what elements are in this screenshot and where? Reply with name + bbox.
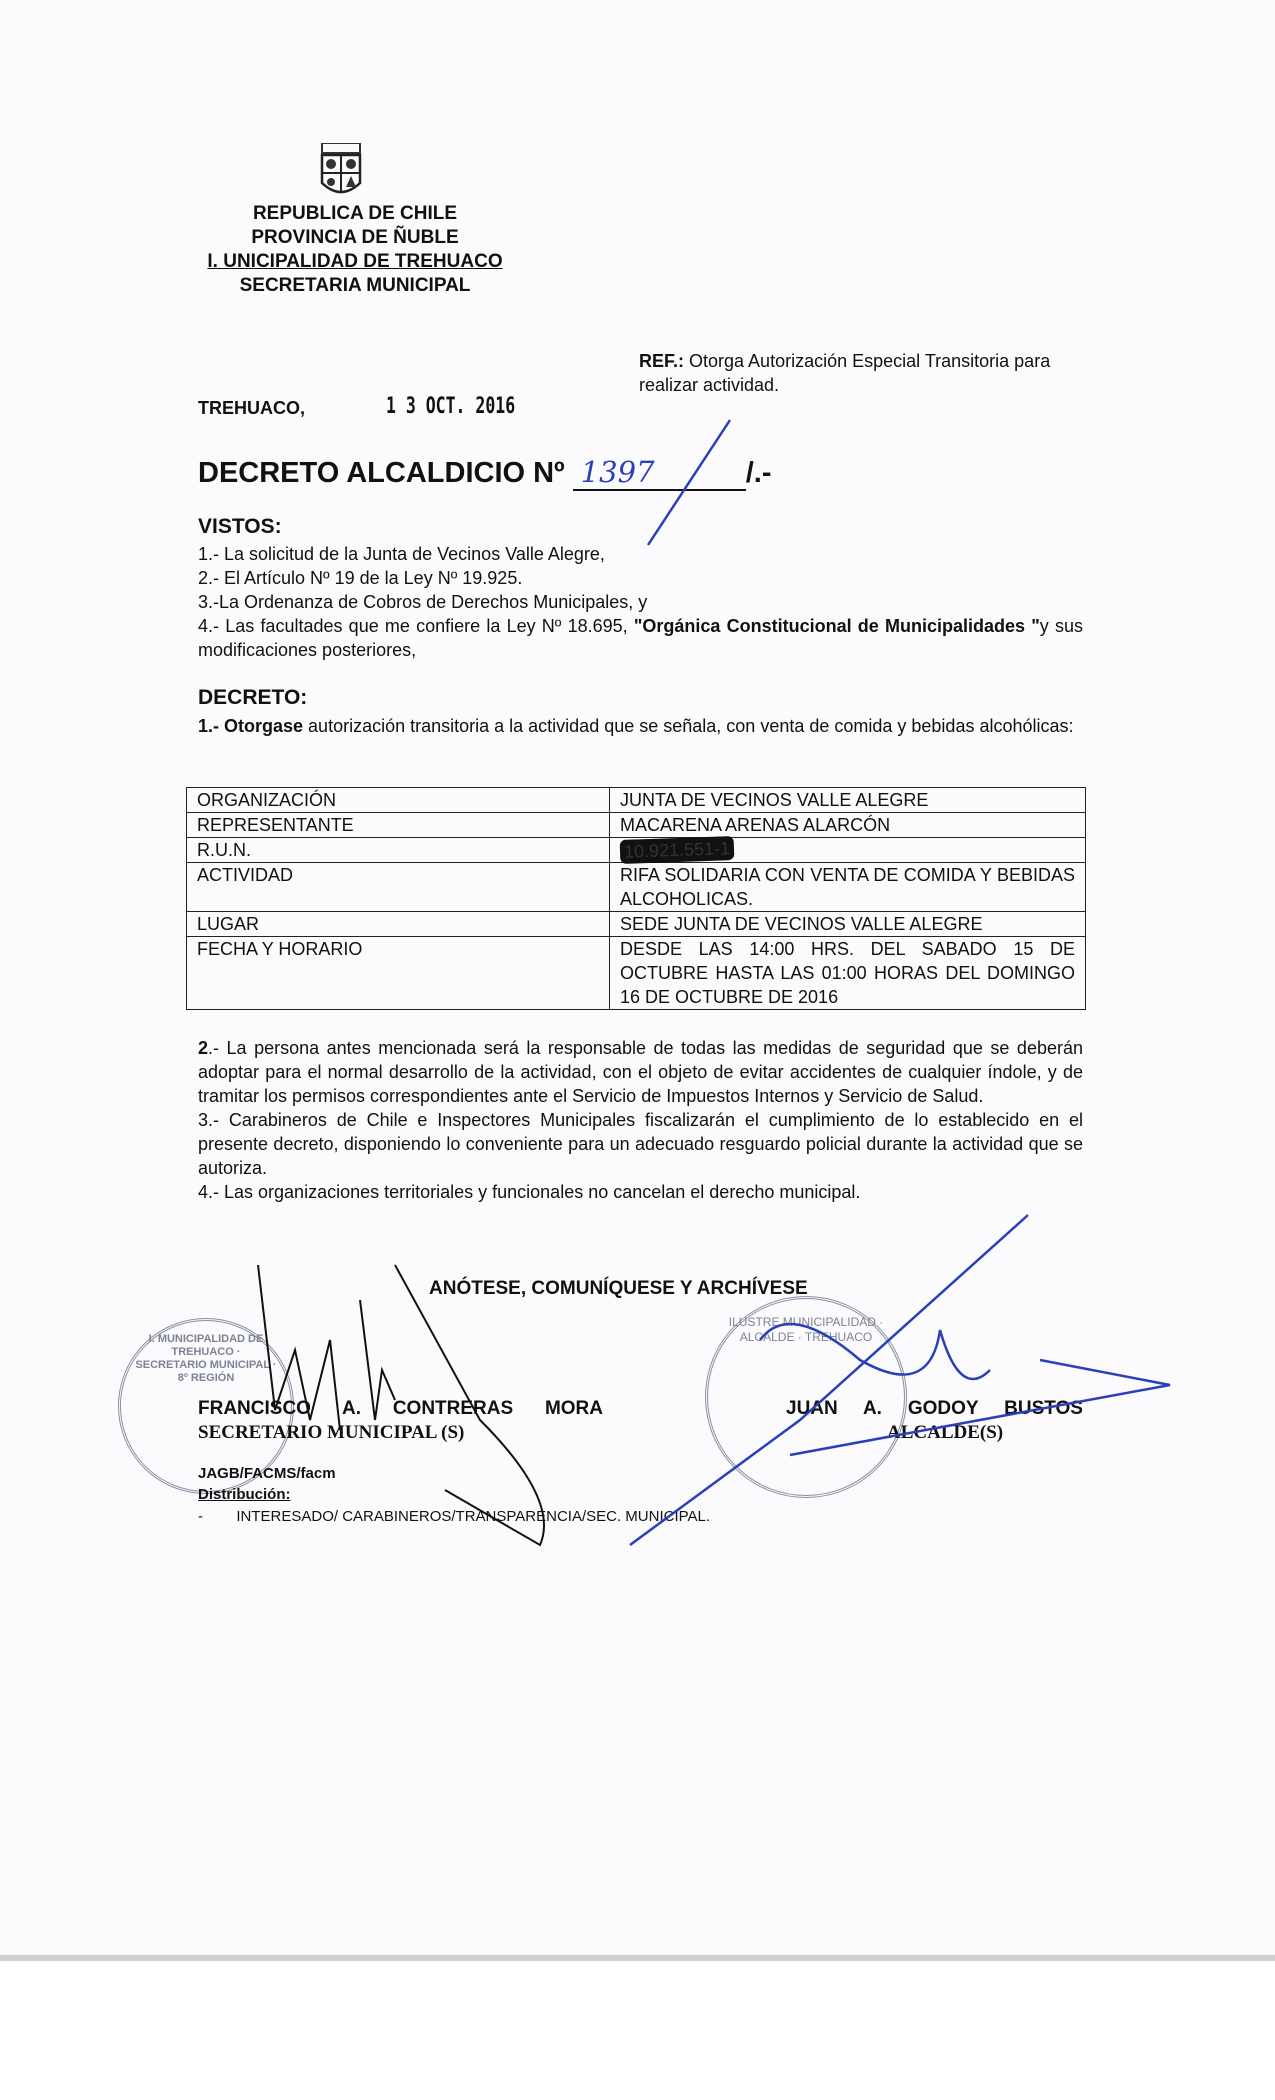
paragraph bbox=[198, 1180, 1083, 1204]
letterhead-line: I. UNICIPALIDAD DE TREHUACO bbox=[207, 251, 503, 272]
ref-text: Otorga Autorización Especial Transitoria para realizar actividad. bbox=[639, 351, 1051, 395]
distribution-item: - INTERESADO/ CARABINEROS/TRANSPARENCIA/SEC. MUNICIPAL. bbox=[198, 1508, 711, 1525]
table-key: ACTIVIDAD bbox=[187, 863, 610, 912]
vistos-item: 3.-La Ordenanza de Cobros de Derechos Municipales, y bbox=[198, 592, 648, 612]
activity-table bbox=[186, 787, 1086, 1010]
ref-label: REF.: bbox=[639, 351, 684, 371]
letterhead-line: REPUBLICA DE CHILE bbox=[252, 203, 458, 224]
table-row bbox=[187, 788, 1086, 813]
signatory-name: FRANCISCO A. CONTRERAS MORA bbox=[198, 1398, 603, 1419]
secretary-stamp-text: I. MUNICIPALIDAD DE TREHUACO · SECRETARIO MUNICIPAL · 8º REGIÓN bbox=[135, 1333, 277, 1384]
mayor-stamp-text: ILUSTRE MUNICIPALIDAD · ALCALDE · TREHUACO bbox=[728, 1315, 884, 1344]
decree-number: 1397 bbox=[573, 455, 746, 491]
paragraph-text: .- La persona antes mencionada será la responsable de todas las medidas de seguridad que se deberán adoptar para el normal desarrollo de la actividad, con el objeto de evitar accidentes de cualquier índole, y de tramitar los permisos correspondientes ante el Servicio de Impuestos Internos y Servicio de Salud. bbox=[198, 1038, 1083, 1106]
distribution-text: INTERESADO/ CARABINEROS/TRANSPARENCIA/SEC. MUNICIPAL. bbox=[236, 1508, 711, 1525]
paragraph-number: 4 bbox=[198, 1182, 209, 1202]
date-stamp: 1 3 OCT. 2016 bbox=[386, 394, 516, 419]
decree-title-prefix: DECRETO ALCALDICIO Nº bbox=[198, 457, 565, 489]
table-row bbox=[187, 937, 1086, 1010]
letterhead-line: SECRETARIA MUNICIPAL bbox=[239, 275, 471, 296]
paragraph-text: .- Carabineros de Chile e Inspectores Municipales fiscalizarán el cumplimiento de lo establecido en el presente decreto, disponiendo lo conveniente para un adecuado resguardo policial durante la actividad que se autoriza. bbox=[198, 1110, 1083, 1178]
decreto-item-1 bbox=[198, 714, 1083, 738]
decreto-item-1-text: autorización transitoria a la actividad que se señala, con venta de comida y bebidas alcohólicas: bbox=[308, 716, 1074, 736]
decreto-heading: DECRETO: bbox=[198, 686, 308, 709]
table-value: DESDE LAS 14:00 HRS. DEL SABADO 15 DE OCTUBRE HASTA LAS 01:00 HORAS DEL DOMINGO 16 DE OCTUBRE DE 2016 bbox=[610, 937, 1086, 1010]
signatory-role: SECRETARIO MUNICIPAL (S) bbox=[198, 1422, 465, 1443]
vistos-item-text: 4.- Las facultades que me confiere la Ley Nº 18.695, bbox=[198, 616, 628, 636]
decreto-item-1-bold: 1.- Otorgase bbox=[198, 716, 304, 736]
decree-title-suffix: /.- bbox=[745, 457, 772, 489]
signatory-name: JUAN A. GODOY BUSTOS bbox=[786, 1398, 1083, 1419]
table-key: ORGANIZACIÓN bbox=[187, 788, 610, 813]
table-key: R.U.N. bbox=[187, 838, 610, 863]
closing-formula: ANÓTESE, COMUNÍQUESE Y ARCHÍVESE bbox=[429, 1278, 808, 1299]
decree-title bbox=[198, 455, 772, 491]
table-key: LUGAR bbox=[187, 912, 610, 937]
paragraphs bbox=[198, 1036, 1083, 1204]
signatory-role: ALCALDE(S) bbox=[887, 1422, 1004, 1443]
reference bbox=[639, 349, 1079, 397]
paragraph bbox=[198, 1108, 1083, 1180]
table-value: RIFA SOLIDARIA CON VENTA DE COMIDA Y BEBIDAS ALCOHOLICAS. bbox=[610, 863, 1086, 912]
table-row bbox=[187, 838, 1086, 863]
vistos-item: 2.- El Artículo Nº 19 de la Ley Nº 19.925. bbox=[198, 568, 523, 588]
distribution-label: Distribución: bbox=[198, 1486, 291, 1503]
vistos-list bbox=[198, 542, 1083, 662]
table-row bbox=[187, 813, 1086, 838]
table-value: JUNTA DE VECINOS VALLE ALEGRE bbox=[610, 788, 1086, 813]
letterhead bbox=[190, 202, 520, 298]
paragraph-number: 2 bbox=[198, 1038, 209, 1058]
table-row bbox=[187, 912, 1086, 937]
table-key: REPRESENTANTE bbox=[187, 813, 610, 838]
paragraph bbox=[198, 1036, 1083, 1108]
redacted-run: 10.921.551-1 bbox=[620, 836, 735, 864]
place: TREHUACO, bbox=[198, 398, 305, 418]
table-key: FECHA Y HORARIO bbox=[187, 937, 610, 1010]
vistos-item: 1.- La solicitud de la Junta de Vecinos Valle Alegre, bbox=[198, 544, 605, 564]
table-row bbox=[187, 863, 1086, 912]
paragraph-number: 3 bbox=[198, 1110, 209, 1130]
letterhead-line: PROVINCIA DE ÑUBLE bbox=[251, 227, 459, 248]
vistos-item bbox=[198, 614, 1083, 662]
table-value: MACARENA ARENAS ALARCÓN bbox=[610, 813, 1086, 838]
coat-of-arms-icon bbox=[318, 143, 364, 199]
vistos-law-name: "Orgánica Constitucional de Municipalidades " bbox=[633, 616, 1040, 636]
paragraph-text: .- Las organizaciones territoriales y funcionales no cancelan el derecho municipal. bbox=[208, 1182, 861, 1202]
vistos-item-tail: y sus modificaciones posteriores, bbox=[198, 616, 1083, 660]
vistos-heading: VISTOS: bbox=[198, 515, 282, 538]
initials: JAGB/FACMS/facm bbox=[198, 1465, 336, 1482]
table-value: SEDE JUNTA DE VECINOS VALLE ALEGRE bbox=[610, 912, 1086, 937]
